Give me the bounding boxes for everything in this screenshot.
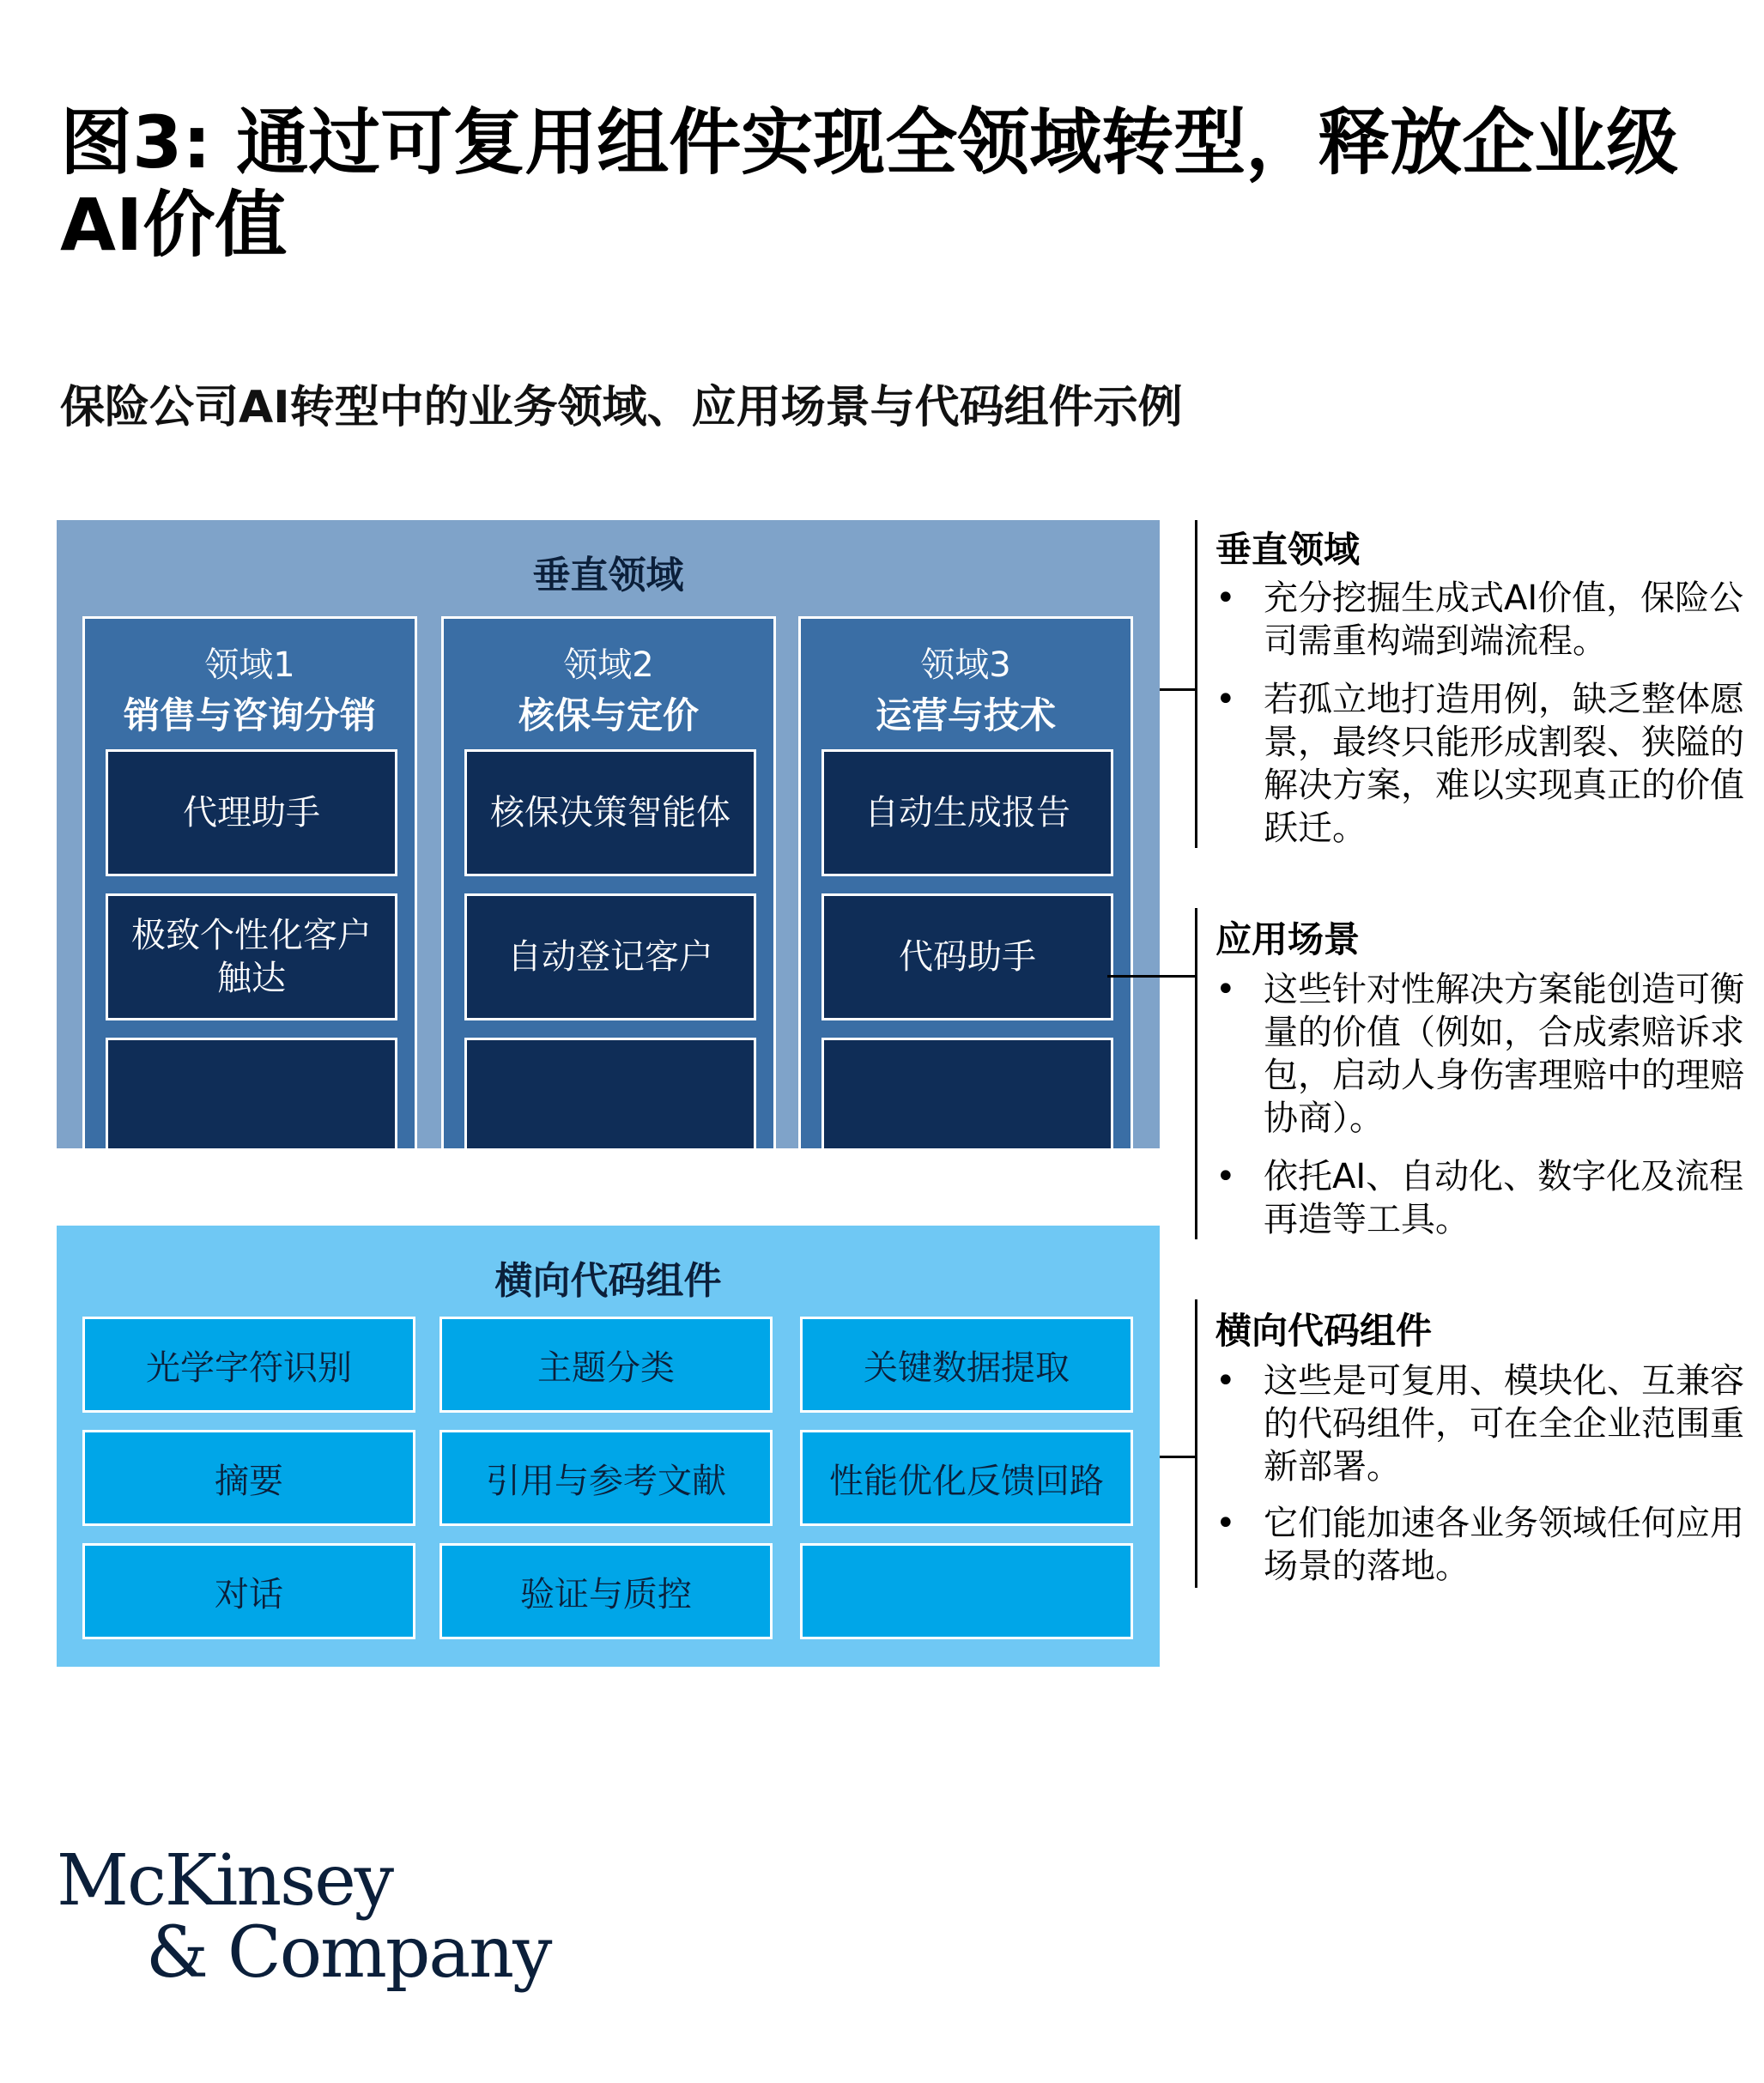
connector-use-cases <box>1107 975 1196 978</box>
domain-column-2 <box>441 616 776 1148</box>
horizontal-components-title: 横向代码组件 <box>494 1259 722 1303</box>
domain-name: 核保与定价 <box>518 694 699 736</box>
note-bullet-text: 充分挖掘生成式AI价值，保险公司需重构端到端流程。 <box>1264 578 1744 661</box>
logo-line-1: McKinsey <box>57 1840 393 1922</box>
component-box-empty <box>800 1543 1133 1639</box>
bullet-marker: • <box>1215 1504 1236 1543</box>
bullet-marker: • <box>1215 578 1236 618</box>
component-box: 摘要 <box>82 1430 415 1526</box>
use-case-box: 自动登记客户 <box>464 893 756 1020</box>
note-bullet-text: 这些针对性解决方案能创造可衡量的价值（例如，合成索赔诉求包，启动人身伤害理赔中的理赔协商）。 <box>1264 970 1744 1138</box>
component-box: 对话 <box>82 1543 415 1639</box>
logo-line-2: & Company <box>146 1912 551 1994</box>
component-box: 光学字符识别 <box>82 1317 415 1413</box>
component-box: 性能优化反馈回路 <box>800 1430 1133 1526</box>
bullet-marker: • <box>1215 680 1236 719</box>
figure-title: 图3: 通过可复用组件实现全领域转型，释放企业级AI价值 <box>60 100 1679 267</box>
domain-name: 运营与技术 <box>875 694 1056 736</box>
connector-vertical-domains <box>1160 688 1196 691</box>
component-box: 引用与参考文献 <box>439 1430 773 1526</box>
bullet-marker: • <box>1215 1157 1236 1196</box>
domain-column-1 <box>82 616 417 1148</box>
domain-number: 领域2 <box>563 645 654 685</box>
domain-column-3 <box>798 616 1133 1148</box>
mckinsey-logo <box>57 1840 658 1994</box>
note-title: 应用场景 <box>1215 918 1361 960</box>
note-title: 横向代码组件 <box>1215 1310 1433 1352</box>
component-box: 验证与质控 <box>439 1543 773 1639</box>
use-case-box-empty <box>106 1038 397 1148</box>
component-box: 关键数据提取 <box>800 1317 1133 1413</box>
bullet-marker: • <box>1215 970 1236 1009</box>
vertical-domains-title: 垂直领域 <box>532 554 684 597</box>
note-title: 垂直领域 <box>1215 529 1361 571</box>
use-case-box: 自动生成报告 <box>821 749 1113 876</box>
bracket-vertical-domains <box>1195 520 1197 848</box>
component-box: 主题分类 <box>439 1317 773 1413</box>
bracket-horizontal-components <box>1195 1299 1197 1588</box>
domain-name: 销售与咨询分销 <box>123 694 376 736</box>
domain-number: 领域1 <box>204 645 295 685</box>
use-case-box: 极致个性化客户触达 <box>106 893 397 1020</box>
vertical-domains-panel <box>57 520 1160 1148</box>
use-case-box: 代理助手 <box>106 749 397 876</box>
use-case-box: 代码助手 <box>821 893 1113 1020</box>
use-case-box: 核保决策智能体 <box>464 749 756 876</box>
figure-subtitle: 保险公司AI转型中的业务领域、应用场景与代码组件示例 <box>60 382 1183 433</box>
use-case-box-empty <box>821 1038 1113 1148</box>
note-bullet-text: 依托AI、自动化、数字化及流程再造等工具。 <box>1264 1157 1744 1239</box>
use-case-box-empty <box>464 1038 756 1148</box>
connector-horizontal-components <box>1160 1456 1196 1458</box>
note-bullet-text: 它们能加速各业务领域任何应用场景的落地。 <box>1264 1504 1744 1586</box>
bullet-marker: • <box>1215 1361 1236 1401</box>
bracket-use-cases <box>1195 908 1197 1239</box>
note-bullet-text: 若孤立地打造用例，缺乏整体愿景，最终只能形成割裂、狭隘的解决方案，难以实现真正的价值跃迁。 <box>1264 680 1744 848</box>
domain-number: 领域3 <box>920 645 1011 685</box>
horizontal-components-panel <box>57 1226 1160 1667</box>
note-bullet-text: 这些是可复用、模块化、互兼容的代码组件，可在全企业范围重新部署。 <box>1264 1361 1744 1487</box>
